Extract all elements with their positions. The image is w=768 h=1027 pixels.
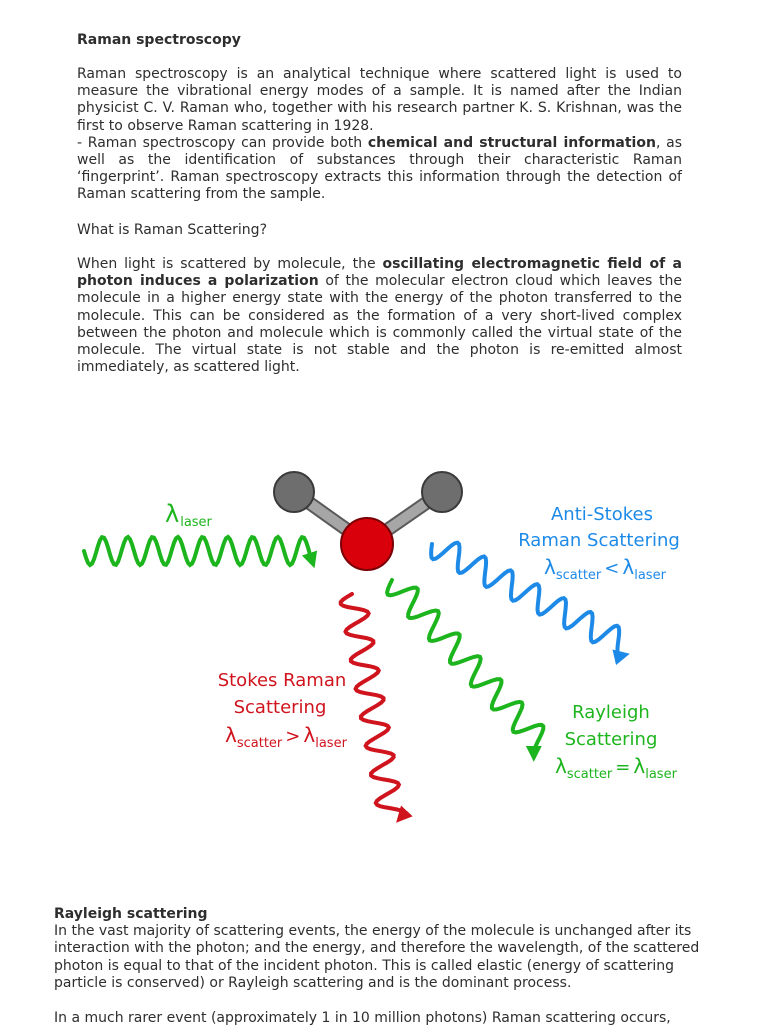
intro-paragraph-2 [77, 135, 682, 204]
raman-paragraph: In a much rarer event (approximately 1 in 10 million photons) Raman scattering occurs, [54, 1010, 671, 1026]
page-title: Raman spectroscopy [77, 32, 241, 48]
scatter-subscript: scatter [566, 767, 613, 782]
scatter-subscript: scatter [236, 736, 283, 751]
stokes-wave [341, 594, 404, 817]
laser-label [165, 500, 213, 530]
laser-subscript: laser [645, 767, 677, 782]
rayleigh-wave [387, 580, 543, 754]
laser-subscript: laser [634, 568, 666, 583]
laser-subscript: laser [315, 736, 347, 751]
intro-section [77, 66, 682, 204]
scatter-pre: When light is scattered by molecule, the [77, 256, 383, 272]
scattering-paragraph [77, 256, 682, 376]
section-question: What is Raman Scattering? [77, 222, 267, 238]
raman-diagram [60, 440, 710, 840]
molecule-icon [274, 472, 462, 570]
lambda-symbol: λ [544, 555, 556, 579]
scatter-subscript: scatter [555, 568, 602, 583]
laser-subscript: laser [180, 515, 212, 530]
lambda-symbol: λ [165, 500, 180, 528]
lambda-symbol: λ [303, 723, 316, 747]
atom-left [274, 472, 314, 512]
intro-p2-pre: - Raman spectroscopy can provide both [77, 134, 368, 151]
anti-stokes-title-2: Raman Scattering [518, 530, 680, 551]
lambda-symbol: λ [555, 754, 567, 778]
lambda-symbol: λ [622, 555, 635, 579]
greater-than-symbol: > [285, 726, 301, 747]
rayleigh-section [54, 906, 714, 992]
lambda-symbol: λ [225, 723, 237, 747]
atom-right [422, 472, 462, 512]
less-than-symbol: < [604, 558, 620, 579]
equals-symbol: = [615, 757, 631, 778]
stokes-title: Stokes Raman [217, 670, 347, 691]
stokes-title-2: Scattering [233, 697, 327, 718]
rayleigh-paragraph: In the vast majority of scattering events, the energy of the molecule is unchanged after its interaction with the photon; and the energy, and therefore the wavelength, of the scattered photon is equal to that of the incident photon. This is called elastic (energy of scattering particle is conserved) or Rayleigh scattering and is the dominant process. [54, 923, 700, 991]
anti-stokes-title: Anti-Stokes [550, 504, 654, 525]
rayleigh-title-2: Scattering [564, 729, 658, 750]
intro-p2-post: , as well as the identification of substances through their characteristic Raman ‘fingerprint’. Raman spectroscopy extracts this information through the detection of Raman scattering from the sample. [77, 134, 682, 203]
atom-center [341, 518, 393, 570]
stokes-relation [225, 723, 348, 751]
rayleigh-title: Rayleigh [572, 702, 650, 723]
scatter-post: of the molecular electron cloud which leaves the molecule in a higher energy state with the energy of the photon transferred to the molecule. This can be considered as the formation of a very short-lived complex between the photon and molecule which is commonly called the virtual state of the molecule. The virtual state is not stable and the photon is re-emitted almost immediately, as scattered light. [77, 273, 682, 376]
rayleigh-heading: Rayleigh scattering [54, 906, 208, 922]
laser-wave [84, 537, 312, 565]
lambda-symbol: λ [633, 754, 646, 778]
intro-paragraph: Raman spectroscopy is an analytical technique where scattered light is used to measure the vibrational energy modes of a sample. It is named after the Indian physicist C. V. Raman who, together with his research partner K. S. Krishnan, was the first to observe Raman scattering in 1928. [77, 66, 682, 134]
rayleigh-relation [555, 754, 678, 782]
scatter-bold: oscillating electromagnetic field of a photon induces a polarization [77, 256, 682, 290]
intro-p2-bold: chemical and structural information [367, 134, 656, 151]
anti-stokes-relation [544, 555, 667, 583]
